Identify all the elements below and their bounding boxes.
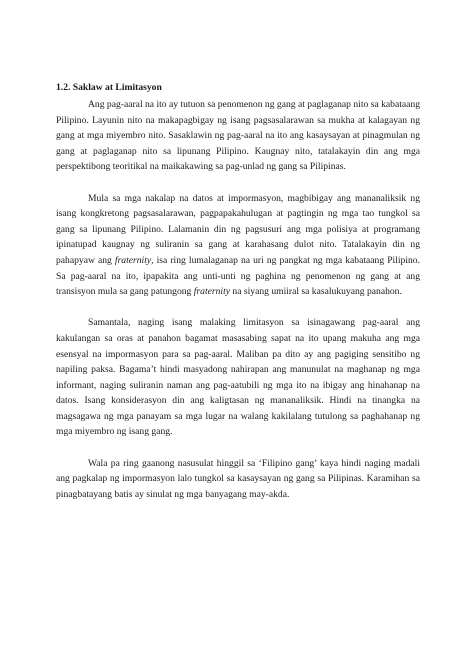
paragraph-1: [56, 97, 420, 175]
paragraph-4: [56, 456, 420, 503]
paragraph-text: Ang pag-aaral na ito ay tutuon sa penomenon ng gang at paglaganap nito sa kabataang Pilipino. Layunin nito na makapagbigay ng isang pagsasalarawan sa mukha at kalagayan ng gang at mga miyembro nito. Sasaklawin ng pag-aaral na ito ang kasaysayan at pinagmulan ng gang at paglaganap nito sa lipunang Pilipino. Kaugnay nito, tatalakayin din ang mga perspektibong teoritikal na maikakawing sa pag-unlad ng gang sa Pilipinas.: [56, 99, 420, 173]
italic-term: fraternity: [114, 254, 152, 266]
italic-term: fraternity: [193, 286, 231, 298]
document-body: [56, 82, 420, 502]
paragraph-3: [56, 315, 420, 440]
paragraph-2: [56, 191, 420, 300]
paragraph-text: Wala pa ring gaanong nasusulat hinggil sa ‘Filipino gang’ kaya hindi naging madali ang pagkalap ng impormasyon lalo tungkol sa kasaysayan ng gang sa Pilipinas. Karamihan sa pinagbatayang batis ay sinulat ng mga banyagang may-akda.: [56, 457, 420, 500]
paragraph-text: na siyang umiiral sa kasalukuyang panahon.: [230, 286, 402, 298]
paragraph-text: , isa ring lumalaganap na uri ng pangkat ng mga kabataang Pilipino. Sa pag-aaral na ito, ipapakita ang unti-unti ng paghina ng penomenon ng gang at ang transisyon mula sa gang patungong: [56, 254, 420, 298]
paragraph-text: Samantala, naging isang malaking limitasyon sa isinagawang pag-aaral ang kakulangan sa oras at panahon bagamat masasabing sapat na ito upang makuha ang mga esensyal na impormasyon para sa pag-aaral. Maliban pa dito ay ang pagiging sensitibo ng napiling paksa. Bagama’t hindi masyadong nahirapan ang manunulat na maghanap ng mga informant, naging suliranin naman ang pag-aatubili ng mga ito na ibigay ang hinahanap na datos. Isang konsiderasyon din ang kaligtasan ng mananaliksik. Hindi na tinangka na magsagawa ng mga panayam sa mga lugar na walang kakilalang tutulong sa paghahanap ng mga miyembro ng isang gang.: [56, 317, 420, 438]
section-heading: 1.2. Saklaw at Limitasyon: [56, 82, 162, 93]
paragraph-text: Mula sa mga nakalap na datos at impormasyon, magbibigay ang mananaliksik ng isang kongkretong pagsasalarawan, pagpapakahulugan at pagtingin ng mga tao tungkol sa gang sa lipunang Pilipino. Lalamanin din ng pagsusuri ang mga polisiya at programang ipinatupad kaugnay ng suliranin sa gang at karahasang dulot nito. Tatalakayin din ng pahapyaw ang: [56, 192, 420, 266]
